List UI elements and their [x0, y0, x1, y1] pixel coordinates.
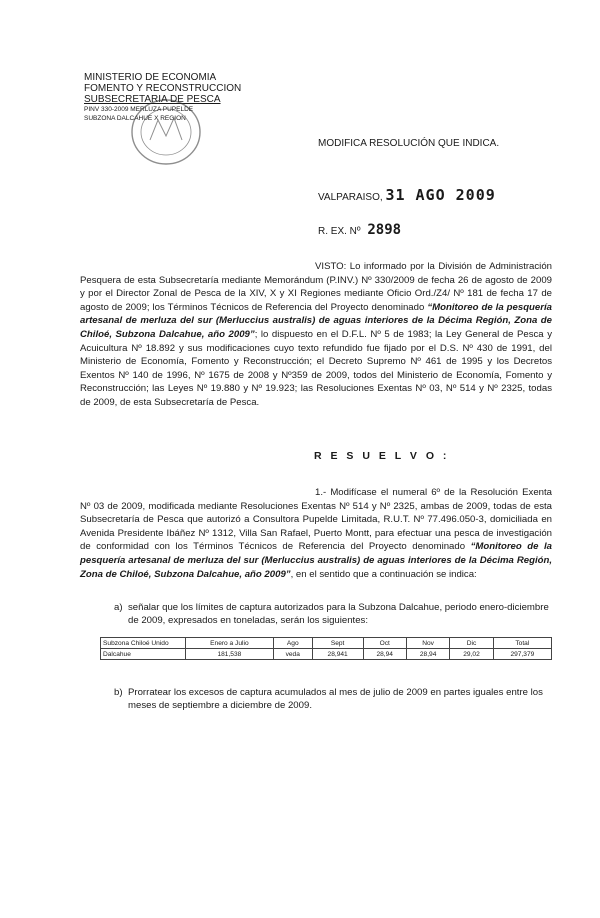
- subsecretaria-line: SUBSECRETARIA DE PESCA: [84, 94, 221, 105]
- table-header-cell: Sept: [312, 638, 363, 649]
- table-cell: 28,94: [363, 649, 406, 660]
- dateline: [318, 186, 496, 204]
- table-header-cell: Total: [493, 638, 551, 649]
- article-1-paragraph: [80, 486, 552, 581]
- table-row: [101, 649, 552, 660]
- ministry-line-2: FOMENTO Y RECONSTRUCCION: [84, 83, 242, 94]
- table-header-cell: Nov: [406, 638, 449, 649]
- place: VALPARAISO,: [318, 192, 383, 203]
- resuelvo-heading: R E S U E L V O :: [314, 450, 450, 462]
- table-header-cell: Enero a Julio: [186, 638, 274, 649]
- table-header-cell: Oct: [363, 638, 406, 649]
- item-a: [114, 601, 558, 627]
- table-cell: 297,379: [493, 649, 551, 660]
- table-cell: 28,94: [406, 649, 449, 660]
- table-cell: Dalcahue: [101, 649, 186, 660]
- visto-text-1: Lo informado por la División de Administración Pesquera de esta Subsecretaría mediante Memorándum (P.INV.) Nº 330/2009 de fecha 26 de agosto de 2009 y por el Director Zonal de Pesca de la XIV, X y XI Regiones mediante Oficio Ord./Z4/ Nº 181 de fecha 17 de agosto de 2009; los Términos Técnicos de Referencia del Proyecto denominado: [80, 261, 552, 313]
- table-cell: 29,02: [450, 649, 493, 660]
- table-header-cell: Ago: [273, 638, 312, 649]
- table-cell: veda: [273, 649, 312, 660]
- visto-paragraph: [80, 260, 552, 410]
- item-b-label: b): [114, 687, 123, 698]
- table-header-cell: Dic: [450, 638, 493, 649]
- table-cell: 181,538: [186, 649, 274, 660]
- table-header-cell: Subzona Chiloé Unido: [101, 638, 186, 649]
- reference-line-2: SUBZONA DALCAHUE X REGION: [84, 115, 186, 122]
- document-subject: MODIFICA RESOLUCIÓN QUE INDICA.: [318, 138, 500, 149]
- resolution-stamp-number: 2898: [367, 222, 402, 238]
- item-a-text: señalar que los límites de captura autorizados para la Subzona Dalcahue, periodo enero-diciembre de 2009, expresados en toneladas, serán los siguientes:: [128, 602, 549, 626]
- visto-project-title: “Monitoreo de la pesquería artesanal de merluza del sur (Merluccius australis) de aguas interiores de la Décima Región, Zona de Chiloé, Subzona Dalcahue, año 2009”: [80, 301, 552, 340]
- date-stamp: 31 AGO 2009: [385, 186, 496, 204]
- item-a-label: a): [114, 602, 123, 613]
- article-1-text-1: 1.- Modifícase el numeral 6º de la Resolución Exenta Nº 03 de 2009, modificada mediante Resoluciones Exentas Nº 514 y Nº 2325, ambas de 2009, todas de esta Subsecretaría de Pesca que autorizó a Consultora Pupelde Limitada, R.U.T. Nº 77.496.050-3, domiciliada en Avenida Presidente Ibáñez Nº 1312, Villa San Rafael, Puerto Montt, para efectuar una pesca de investigación de conformidad con los Términos Técnicos de Referencia del Proyecto denominado: [80, 487, 552, 553]
- official-seal-stamp: [128, 96, 204, 168]
- visto-text-2: ; lo dispuesto en el D.F.L. Nº 5 de 1983; la Ley General de Pesca y Acuicultura Nº 18.892 y sus modificaciones cuyo texto refundido fue fijado por el D.S. Nº 430 de 1991, del Ministerio de Economía, Fomento y Reconstrucción; el Decreto Supremo Nº 461 de 1995 y los Decretos Exentos Nº 140 de 1996, Nº 1675 de 2008 y Nº359 de 2009, todos del Ministerio de Economía, Fomento y Reconstrucción; las Leyes Nº 19.880 y Nº 19.923; las Resoluciones Exentas Nº 03, Nº 514 y Nº 2325, todas de 2009, de esta Subsecretaría de Pesca.: [80, 328, 552, 408]
- table-cell: 28,941: [312, 649, 363, 660]
- article-1-project-title: “Monitoreo de la pesquería artesanal de merluza del sur (Merluccius australis) de aguas interiores de la Décima Región, Zona de Chiloé, Subzona Dalcahue, año 2009”: [80, 541, 553, 580]
- item-b-text: Prorratear los excesos de captura acumulados al mes de julio de 2009 en partes iguales entre los meses de septiembre a diciembre de 2009.: [128, 687, 543, 711]
- visto-lead: VISTO:: [315, 261, 347, 272]
- ministry-line-1: MINISTERIO DE ECONOMIA: [84, 72, 217, 83]
- table-header-row: [101, 638, 552, 649]
- article-1-text-2: , en el sentido que a continuación se indica:: [290, 568, 477, 580]
- resolution-label: R. EX. Nº: [318, 226, 361, 237]
- catch-limits-table: [100, 637, 552, 660]
- item-b: [114, 686, 558, 712]
- reference-line-1: PINV 330-2009 MERLUZA PUPELDE: [84, 106, 194, 113]
- resolution-number: [318, 222, 401, 238]
